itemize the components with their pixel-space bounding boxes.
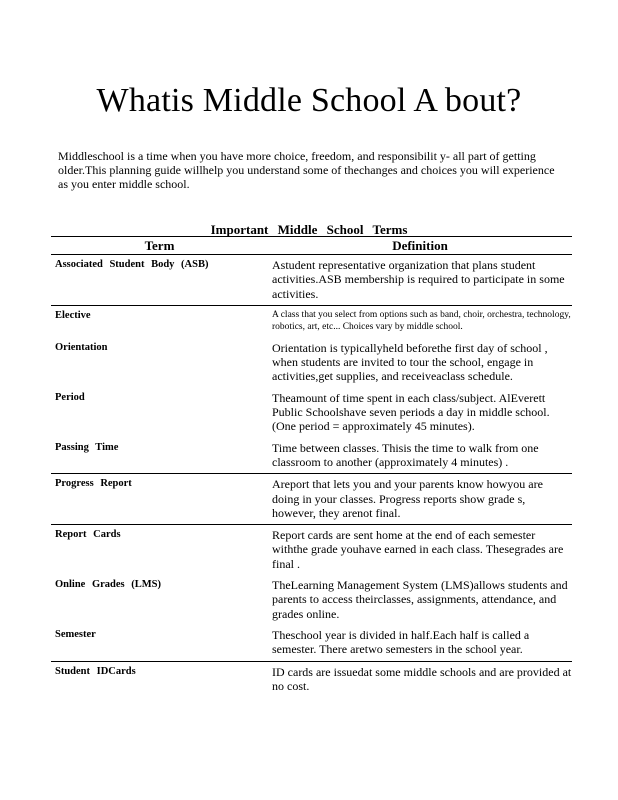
definition-cell: Astudent representative organization that plans student activities.ASB membership is required to participate in some activities. [268, 255, 572, 306]
terms-table [51, 236, 572, 697]
intro-paragraph: Middleschool is a time when you have more choice, freedom, and responsibilit y- all part of getting older.This planning guide willhelp you understand some of thechanges and choices you will experience as you enter middle school. [58, 149, 555, 191]
term-cell: Online Grades (LMS) [55, 579, 162, 591]
term-cell: Elective [55, 309, 91, 321]
term-cell: Semester [51, 625, 268, 661]
definition-cell: Report cards are sent home at the end of each semester withthe grade youhave earned in each class. Thesegrades are final . [272, 528, 564, 571]
table-row [51, 255, 572, 306]
definition-cell: A class that you select from options such as band, choir, orchestra, technology, robotics, art, etc... Choices vary by middle school. [272, 309, 571, 333]
table-row [51, 525, 572, 575]
definition-cell: Areport that lets you and your parents know howyou are doing in your classes. Progress reports show grade s, however, they arenot final. [268, 474, 572, 525]
table-row [51, 438, 572, 474]
definition-cell: Theamount of time spent in each class/subject. AlEverett Public Schoolshave seven periods a day in middle school. (One period = approximately 45 minutes). [272, 390, 550, 434]
term-cell: Passing Time [51, 438, 268, 474]
table-row [51, 338, 572, 388]
term-cell: Progress Report [51, 474, 268, 525]
table-row [51, 305, 572, 338]
table-title: Important Middle School Terms [210, 222, 408, 237]
table-row [51, 625, 572, 661]
definition-cell: TheLearning Management System (LMS)allows students and parents to access theirclasses, assignments, attendance, and grades online. [272, 578, 568, 621]
term-cell: Report Cards [55, 529, 121, 541]
table-row [51, 575, 572, 625]
table-row [51, 474, 572, 525]
table-row [51, 388, 572, 438]
term-cell: Associated Student Body (ASB) [51, 255, 268, 306]
definition-cell: ID cards are issuedat some middle schools and are provided at no cost. [272, 664, 572, 693]
term-cell: Orientation [55, 341, 108, 353]
table-row [51, 661, 572, 697]
term-cell: Student IDCards [55, 665, 136, 677]
table-header-row [51, 237, 572, 255]
page-title: Whatis Middle School A bout? [96, 82, 522, 119]
term-cell: Period [55, 391, 85, 403]
definition-cell: Time between classes. Thisis the time to walk from one classroom to another (approximately 4 minutes) . [268, 438, 572, 474]
definition-column-header: Definition [268, 237, 572, 255]
definition-cell: Theschool year is divided in half.Each half is called a semester. There aretwo semesters in the school year. [268, 625, 572, 661]
definition-cell: Orientation is typicallyheld beforethe first day of school , when students are invited to tour the school, engage in activities,get supplies, and receiveaclass schedule. [272, 340, 548, 384]
term-column-header: Term [51, 237, 268, 255]
